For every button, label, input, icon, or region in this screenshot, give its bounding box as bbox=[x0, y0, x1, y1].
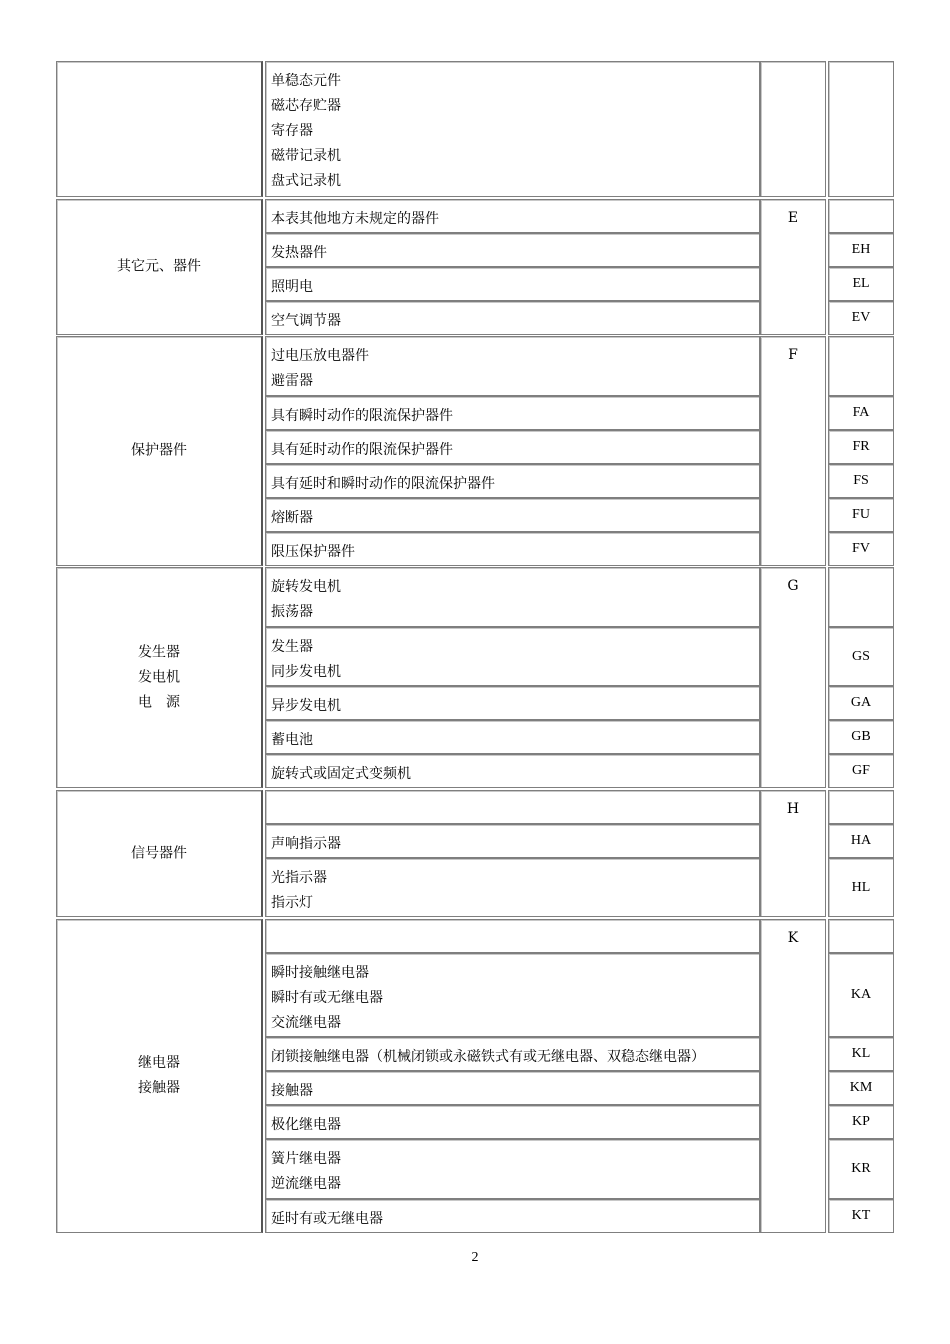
description-text: 声响指示器 bbox=[271, 836, 341, 852]
description-text: 本表其他地方未规定的器件 bbox=[271, 211, 439, 227]
category-cell bbox=[56, 567, 263, 788]
symbol-table bbox=[56, 61, 894, 1235]
category-cell bbox=[56, 919, 263, 1233]
code-cell bbox=[828, 858, 894, 917]
letter-cell bbox=[760, 336, 826, 566]
code-cell bbox=[828, 567, 894, 627]
description-text: 延时有或无继电器 bbox=[271, 1211, 383, 1227]
two-letter-code: KR bbox=[851, 1161, 871, 1176]
description-cell bbox=[265, 396, 760, 430]
code-cell bbox=[828, 627, 894, 686]
description-text: 具有延时和瞬时动作的限流保护器件 bbox=[271, 476, 495, 492]
description-text: 具有瞬时动作的限流保护器件 bbox=[271, 408, 453, 424]
category-cell bbox=[56, 199, 263, 335]
description-cell bbox=[265, 1199, 760, 1233]
two-letter-code: FR bbox=[852, 439, 870, 454]
code-cell bbox=[828, 267, 894, 301]
description-cell bbox=[265, 532, 760, 566]
description-text: 具有延时动作的限流保护器件 bbox=[271, 442, 453, 458]
code-cell bbox=[828, 532, 894, 566]
two-letter-code: HA bbox=[850, 833, 872, 848]
description-text: 熔断器 bbox=[271, 510, 313, 526]
category-cell bbox=[56, 61, 263, 197]
code-cell bbox=[828, 233, 894, 267]
two-letter-code: FU bbox=[852, 507, 870, 522]
two-letter-code: FV bbox=[852, 541, 870, 556]
table-group bbox=[56, 199, 894, 335]
table-group bbox=[56, 567, 894, 788]
two-letter-code: KL bbox=[851, 1046, 871, 1061]
description-text: 限压保护器件 bbox=[271, 544, 355, 560]
code-cell bbox=[828, 790, 894, 824]
letter-cell bbox=[760, 790, 826, 917]
description-cell bbox=[265, 1139, 760, 1199]
two-letter-code: KT bbox=[851, 1208, 871, 1223]
description-text bbox=[266, 920, 759, 927]
description-text: 蓄电池 bbox=[271, 732, 313, 748]
description-cell bbox=[265, 858, 760, 917]
code-cell bbox=[828, 1139, 894, 1199]
letter-code: F bbox=[788, 347, 798, 363]
two-letter-code: GS bbox=[852, 648, 870, 664]
code-cell bbox=[828, 1037, 894, 1071]
description-text: 发热器件 bbox=[271, 245, 327, 261]
description-text: 空气调节器 bbox=[271, 313, 341, 329]
description-text: 发生器 同步发电机 bbox=[271, 639, 341, 680]
description-cell bbox=[265, 1037, 760, 1071]
letter-cell bbox=[760, 567, 826, 788]
description-cell bbox=[265, 267, 760, 301]
description-text: 瞬时接触继电器 瞬时有或无继电器 交流继电器 bbox=[271, 965, 383, 1031]
description-text: 异步发电机 bbox=[271, 698, 341, 714]
description-text: 过电压放电器件 避雷器 bbox=[271, 348, 369, 389]
two-letter-code: FA bbox=[852, 405, 870, 420]
description-cell bbox=[265, 720, 760, 754]
letter-code bbox=[761, 62, 825, 70]
code-cell bbox=[828, 430, 894, 464]
category-label: 发生器 发电机 电 源 bbox=[138, 644, 180, 710]
category-label: 信号器件 bbox=[131, 845, 187, 861]
code-cell bbox=[828, 1105, 894, 1139]
description-cell bbox=[265, 790, 760, 824]
letter-code: K bbox=[787, 930, 799, 946]
two-letter-code: KP bbox=[852, 1114, 870, 1129]
code-cell bbox=[828, 953, 894, 1037]
description-text: 照明电 bbox=[271, 279, 313, 295]
code-cell bbox=[828, 396, 894, 430]
two-letter-code: GF bbox=[852, 763, 870, 778]
description-text: 单稳态元件 磁芯存贮器 寄存器 磁带记录机 盘式记录机 bbox=[271, 73, 341, 189]
category-label: 保护器件 bbox=[131, 442, 187, 459]
description-cell bbox=[265, 567, 760, 627]
description-cell bbox=[265, 919, 760, 953]
code-cell bbox=[828, 754, 894, 788]
letter-code: E bbox=[787, 210, 799, 226]
table-group bbox=[56, 790, 894, 917]
description-text: 旋转式或固定式变频机 bbox=[271, 766, 411, 782]
two-letter-code: EL bbox=[852, 276, 870, 291]
table-group bbox=[56, 336, 894, 566]
category-label: 其它元、器件 bbox=[117, 258, 201, 275]
code-cell bbox=[828, 1199, 894, 1233]
code-cell bbox=[828, 686, 894, 720]
letter-cell bbox=[760, 919, 826, 1233]
table-group bbox=[56, 919, 894, 1233]
description-cell bbox=[265, 336, 760, 396]
description-cell bbox=[265, 430, 760, 464]
description-cell bbox=[265, 686, 760, 720]
two-letter-code: GA bbox=[850, 695, 872, 710]
two-letter-code: KA bbox=[850, 987, 872, 1002]
description-text bbox=[266, 791, 759, 798]
code-cell bbox=[828, 498, 894, 532]
letter-code: H bbox=[786, 801, 800, 817]
code-cell bbox=[828, 464, 894, 498]
code-cell bbox=[828, 824, 894, 858]
description-cell bbox=[265, 464, 760, 498]
description-cell bbox=[265, 754, 760, 788]
two-letter-code: EH bbox=[851, 242, 871, 257]
category-cell bbox=[56, 336, 263, 566]
code-cell bbox=[828, 301, 894, 335]
code-cell bbox=[828, 336, 894, 396]
two-letter-code: HL bbox=[851, 879, 871, 895]
description-cell bbox=[265, 199, 760, 233]
letter-code: G bbox=[787, 578, 799, 594]
description-cell bbox=[265, 1105, 760, 1139]
code-cell bbox=[828, 919, 894, 953]
description-cell bbox=[265, 498, 760, 532]
description-text: 旋转发电机 振荡器 bbox=[271, 579, 341, 620]
two-letter-code: GB bbox=[851, 729, 871, 744]
code-cell bbox=[828, 720, 894, 754]
description-text: 簧片继电器 逆流继电器 bbox=[271, 1151, 341, 1192]
table-group bbox=[56, 61, 894, 197]
description-cell bbox=[265, 627, 760, 686]
description-text: 接触器 bbox=[271, 1083, 313, 1099]
category-label: 继电器 接触器 bbox=[138, 1055, 180, 1096]
code-cell bbox=[828, 1071, 894, 1105]
two-letter-code: KM bbox=[849, 1080, 873, 1095]
description-cell bbox=[265, 233, 760, 267]
letter-cell bbox=[760, 61, 826, 197]
description-cell bbox=[265, 61, 760, 197]
category-cell bbox=[56, 790, 263, 917]
description-cell bbox=[265, 953, 760, 1037]
code-cell bbox=[828, 199, 894, 233]
description-cell bbox=[265, 1071, 760, 1105]
description-cell bbox=[265, 301, 760, 335]
description-text: 闭锁接触继电器（机械闭锁或永磁铁式有或无继电器、双稳态继电器） bbox=[271, 1049, 705, 1065]
description-cell bbox=[265, 824, 760, 858]
two-letter-code: EV bbox=[851, 310, 871, 325]
description-text: 光指示器 指示灯 bbox=[271, 870, 327, 911]
letter-cell bbox=[760, 199, 826, 335]
description-text: 极化继电器 bbox=[271, 1117, 341, 1133]
two-letter-code: FS bbox=[853, 473, 869, 488]
page-number: 2 bbox=[471, 1250, 479, 1265]
code-cell bbox=[828, 61, 894, 197]
